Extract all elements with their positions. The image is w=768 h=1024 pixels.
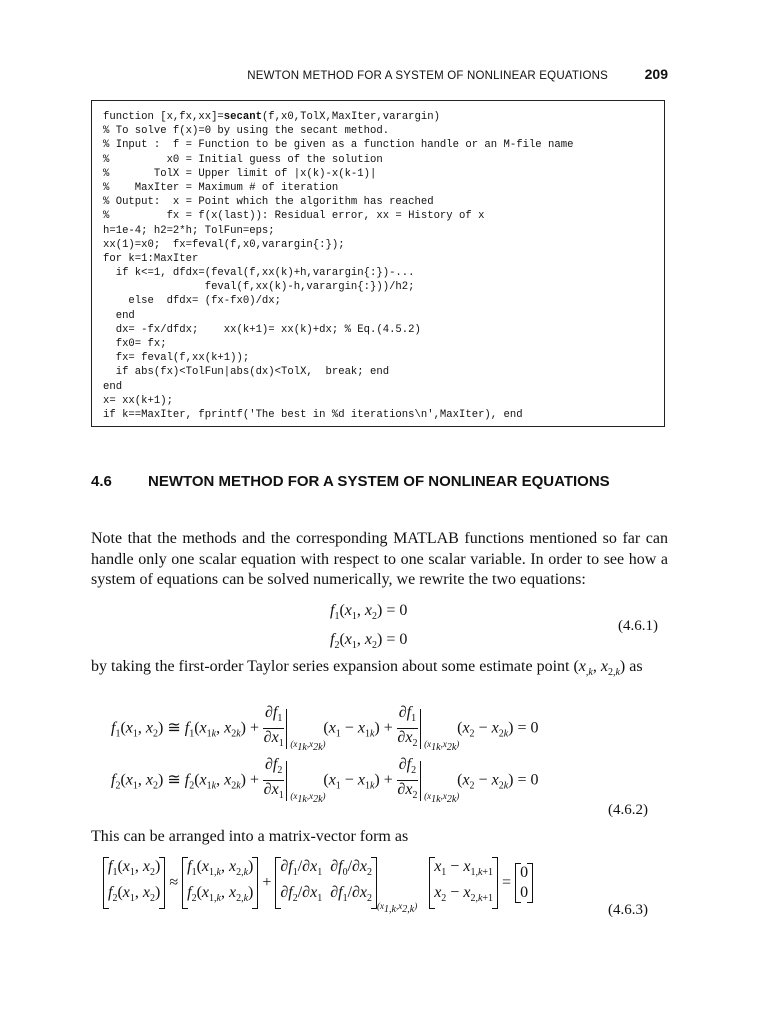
code-line: [103, 124, 664, 138]
code-line: [103, 380, 664, 394]
matrix-jacobian: $\partial f_1/\partial x_1$ $\partial f_0/\partial x_2$ $\partial f_2/\partial x_1$ $\partial f_1/\partial x_2$: [275, 857, 377, 909]
section-number: 4.6: [91, 473, 112, 490]
page-number: 209: [644, 66, 668, 82]
code-line: [103, 181, 664, 195]
code-line: [103, 337, 664, 351]
code-text: dx= -fx/dfdx; xx(k+1)= xx(k)+dx; % Eq.(4.5.2): [103, 323, 421, 336]
code-line: [103, 153, 664, 167]
equation-4-6-2a: $f_1(x_1$, $x_2$) ≅ $f_1(x_{1k}$, $x_{2k}$) + $\frac{\partial f_1}{\partial x_1}$ $(x_{1k},x_{2k})$ $(x_1 - x_{1k})$ + $\frac{\partial f_1}{\partial x_2}$ $(x_{1k},x_{2k})$ $(x_2 - x_{2k}) = 0$: [111, 704, 539, 753]
code-text: (f,x0,TolX,MaxIter,varargin): [261, 111, 440, 123]
code-text: % Output: x = Point which the algorithm has reached: [103, 196, 434, 209]
equation-number: (4.6.3): [608, 902, 648, 918]
paragraph-taylor: by taking the first-order Taylor series expansion about some estimate point ($x_{,k}$, $x_{2,k}$) as: [91, 658, 643, 679]
code-text: % x0 = Initial guess of the solution: [103, 153, 383, 166]
code-line: [103, 167, 664, 181]
code-text: end: [103, 380, 123, 393]
paragraph-taylor-text: by taking the first-order Taylor series expansion about some estimate point: [91, 658, 570, 675]
equation-number: (4.6.1): [618, 618, 658, 634]
code-text: function [x,fx,xx]=: [103, 111, 224, 123]
code-text: % TolX = Upper limit of |x(k)-x(k-1)|: [103, 167, 377, 180]
code-text: for k=1:MaxIter: [103, 252, 199, 265]
code-text: % Input : f = Function to be given as a function handle or an M-file name: [103, 139, 574, 152]
running-header-title: NEWTON METHOD FOR A SYSTEM OF NONLINEAR EQUATIONS: [247, 70, 608, 82]
code-text: % MaxIter = Maximum # of iteration: [103, 181, 339, 194]
code-line: [103, 394, 664, 408]
code-text: % fx = f(x(last)): Residual error, xx = History of x: [103, 210, 485, 223]
equation-4-6-3: $f_1(x_1$, $x_2$) $f_2(x_1$, $x_2$) ≈ $f_1(x_{1,k}$, $x_{2,k}$) $f_2(x_{1,k}$, $x_{2,k}$) + $\partial f_1/\partial x_1$ $\partial f_0/\partial x_2$ $\partial f_2/\partial x_1$ $\partial f_1/\partial x_2$ $_{(x_{1,k},x_{2,k})}$ $x_1 - x_{1,k+1}$ $x_2 - x_{2,k+1}$ = 0 0: [103, 857, 533, 915]
code-line: [103, 323, 664, 337]
matrix-f: $f_1(x_1$, $x_2$) $f_2(x_1$, $x_2$): [103, 857, 165, 909]
code-text: x= xx(k+1);: [103, 394, 173, 407]
matrix-fk: $f_1(x_{1,k}$, $x_{2,k}$) $f_2(x_{1,k}$, $x_{2,k}$): [182, 857, 258, 909]
code-text: feval(f,xx(k)-h,varargin{:}))/h2;: [103, 281, 415, 294]
code-text: fx0= fx;: [103, 338, 167, 350]
code-line: [103, 252, 664, 266]
code-line: [103, 280, 664, 294]
code-line: [103, 224, 664, 238]
running-header: [0, 66, 768, 86]
section-title: NEWTON METHOD FOR A SYSTEM OF NONLINEAR EQUATIONS: [148, 473, 610, 490]
code-text: if k<=1, dfdx=(feval(f,xx(k)+h,varargin{:})-...: [103, 267, 415, 280]
code-line: [103, 110, 664, 124]
code-text: if abs(fx)<TolFun|abs(dx)<TolX, break; end: [103, 366, 390, 379]
code-line: [103, 138, 664, 152]
code-text: fx= feval(f,xx(k+1));: [103, 352, 250, 365]
code-line: [103, 195, 664, 209]
paragraph-intro: Note that the methods and the corresponding MATLAB functions mentioned so far can handle only one scalar equation with respect to one scalar variable. In order to see how a system of equations can be solved numerically, we rewrite the two equations:: [91, 530, 668, 588]
equation-number: (4.6.2): [608, 802, 648, 818]
code-line: [103, 351, 664, 365]
code-text: else dfdx= (fx-fx0)/dx;: [103, 295, 282, 308]
code-line: [103, 309, 664, 323]
paragraph-matrix: This can be arranged into a matrix-vector form as: [91, 828, 409, 845]
code-listing: [91, 100, 665, 427]
code-line: [103, 365, 664, 379]
equation-4-6-1a: $f_1(x_1$, $x_2) = 0$: [330, 602, 408, 623]
code-line: [103, 238, 664, 252]
equation-4-6-1b: $f_2(x_1$, $x_2) = 0$: [330, 631, 408, 652]
code-text: xx(1)=x0; fx=feval(f,x0,varargin{:});: [103, 238, 345, 251]
code-text: if k==MaxIter, fprintf('The best in %d iterations\n',MaxIter), end: [103, 408, 523, 421]
code-line: [103, 209, 664, 223]
matrix-zero: 0 0: [515, 863, 533, 903]
code-text: h=1e-4; h2=2*h; TolFun=eps;: [103, 224, 275, 237]
code-text: % To solve f(x)=0 by using the secant method.: [103, 125, 390, 138]
code-line: [103, 294, 664, 308]
code-text: end: [103, 309, 135, 322]
equation-4-6-2b: $f_2(x_1$, $x_2$) ≅ $f_2(x_{1k}$, $x_{2k}$) + $\frac{\partial f_2}{\partial x_1}$ $(x_{1k},x_{2k})$ $(x_1 - x_{1k})$ + $\frac{\partial f_2}{\partial x_2}$ $(x_{1k},x_{2k})$ $(x_2 - x_{2k}) = 0$: [111, 756, 539, 805]
code-line: [103, 266, 664, 280]
code-function-name: secant: [223, 111, 262, 123]
code-line: [103, 408, 664, 422]
matrix-dx: $x_1 - x_{1,k+1}$ $x_2 - x_{2,k+1}$: [429, 857, 498, 909]
